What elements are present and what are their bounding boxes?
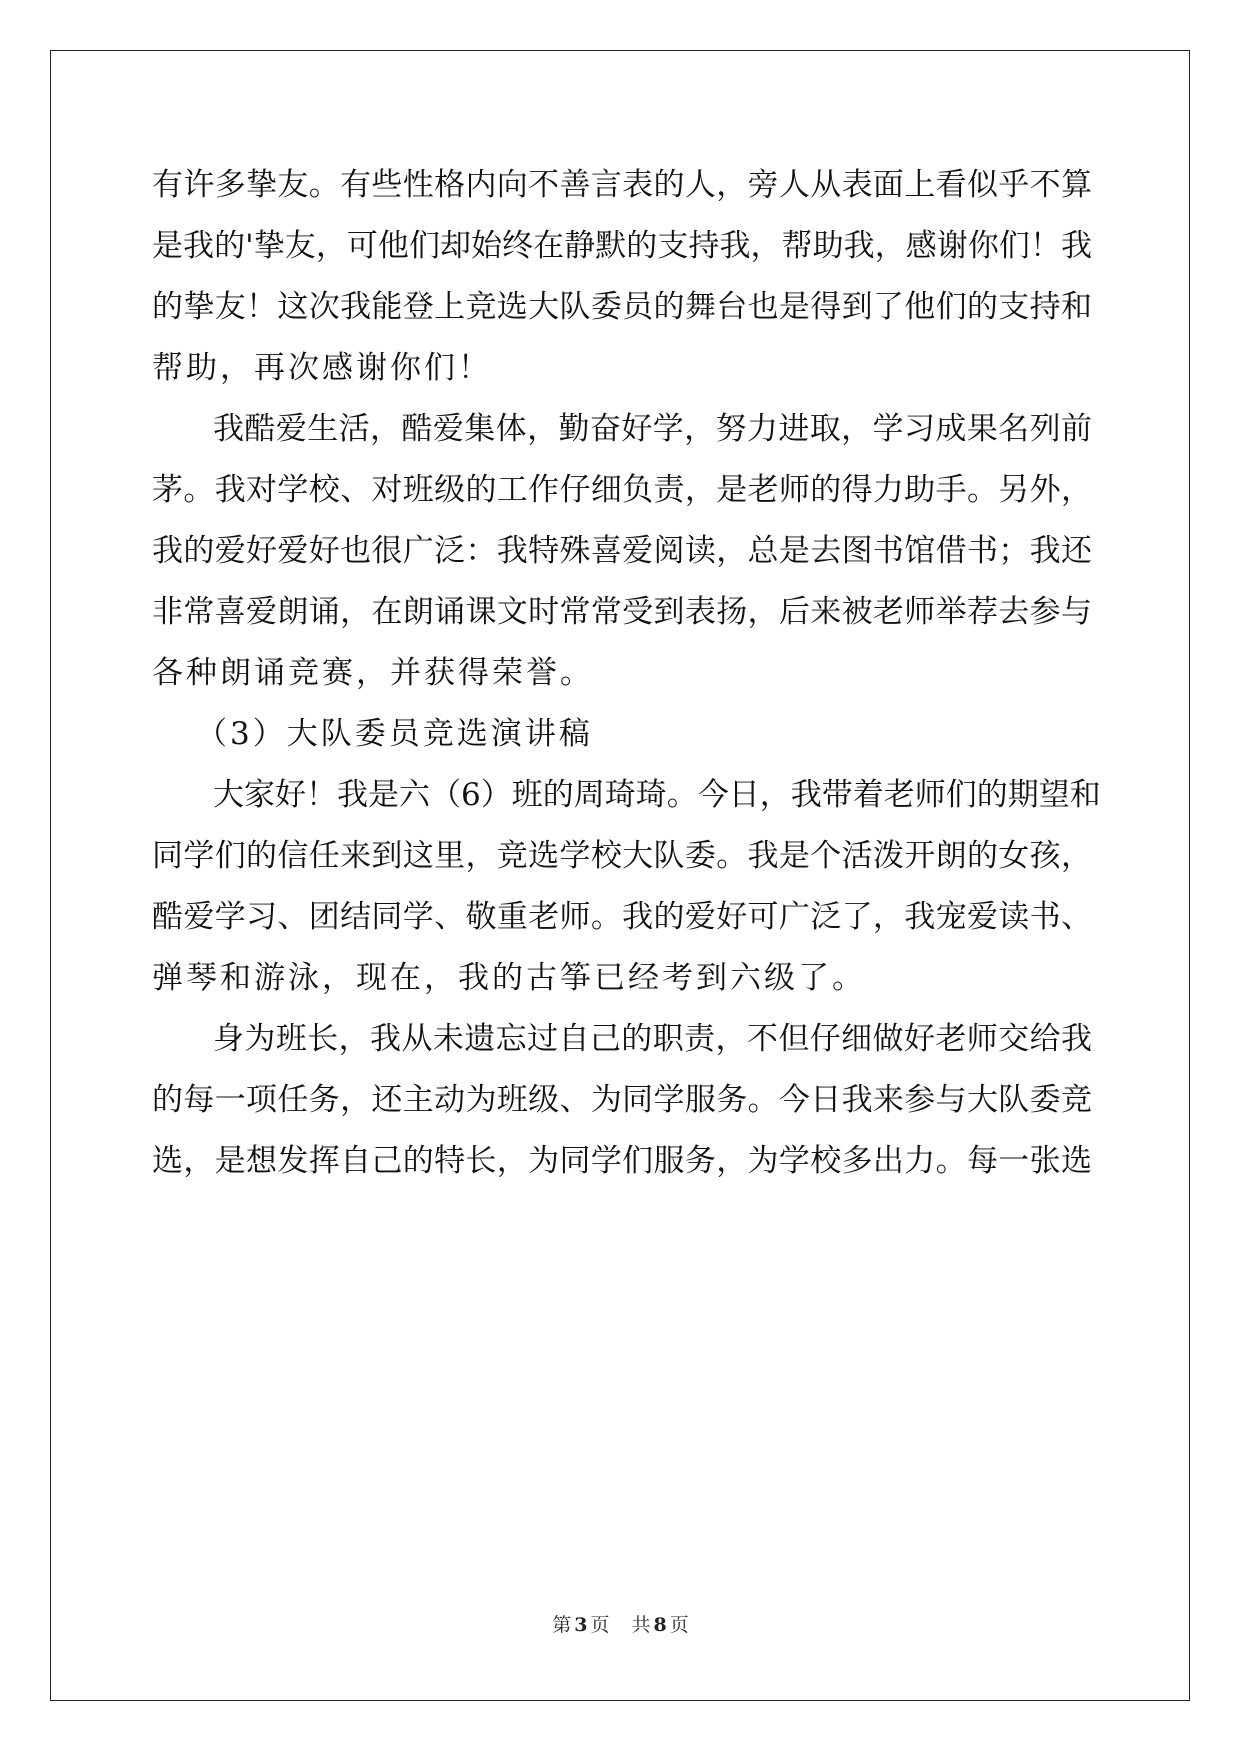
paragraph-line: 同学们的信任来到这里，竞选学校大队委。我是个活泼开朗的女孩， [152, 838, 1092, 874]
footer-page-word: 页 [590, 1614, 610, 1636]
paragraph-line: 各种朗诵竞赛，并获得荣誉。 [152, 655, 594, 691]
footer-total-prefix: 共 [631, 1614, 651, 1636]
paragraph-line: 弹琴和游泳，现在，我的古筝已经考到六级了。 [152, 960, 866, 996]
footer-total-suffix: 页 [669, 1614, 689, 1636]
paragraph-line: 的挚友！这次我能登上竞选大队委员的舞台也是得到了他们的支持和 [152, 289, 1092, 325]
paragraph-line: 选，是想发挥自己的特长，为同学们服务，为学校多出力。每一张选 [152, 1143, 1092, 1179]
paragraph-line: 非常喜爱朗诵，在朗诵课文时常常受到表扬，后来被老师举荐去参与 [152, 594, 1092, 630]
total-pages-number: 8 [653, 1614, 667, 1636]
paragraph-first-line: 大家好！我是六（6）班的周琦琦。今日，我带着老师们的期望和 [213, 777, 1101, 813]
paragraph-line: 茅。我对学校、对班级的工作仔细负责，是老师的得力助手。另外， [152, 472, 1092, 508]
paragraph-line: 是我的'挚友，可他们却始终在静默的支持我，帮助我，感谢你们！我 [152, 228, 1092, 264]
paragraph-line: 我的爱好爱好也很广泛：我特殊喜爱阅读，总是去图书馆借书；我还 [152, 533, 1092, 569]
paragraph-first-line: 身为班长，我从未遗忘过自己的职责，不但仔细做好老师交给我 [213, 1021, 1092, 1057]
paragraph-first-line: 我酷爱生活，酷爱集体，勤奋好学，努力进取，学习成果名列前 [213, 411, 1092, 447]
footer-prefix: 第 [552, 1614, 572, 1636]
section-heading: （3）大队委员竞选演讲稿 [196, 716, 593, 752]
page-footer [0, 1613, 1241, 1637]
paragraph-line: 帮助，再次感谢你们！ [152, 350, 492, 386]
paragraph-line: 有许多挚友。有些性格内向不善言表的人，旁人从表面上看似乎不算 [152, 167, 1092, 203]
current-page-number: 3 [574, 1614, 588, 1636]
paragraph-line: 酷爱学习、团结同学、敬重老师。我的爱好可广泛了，我宠爱读书、 [152, 899, 1092, 935]
paragraph-line: 的每一项任务，还主动为班级、为同学服务。今日我来参与大队委竞 [152, 1082, 1092, 1118]
